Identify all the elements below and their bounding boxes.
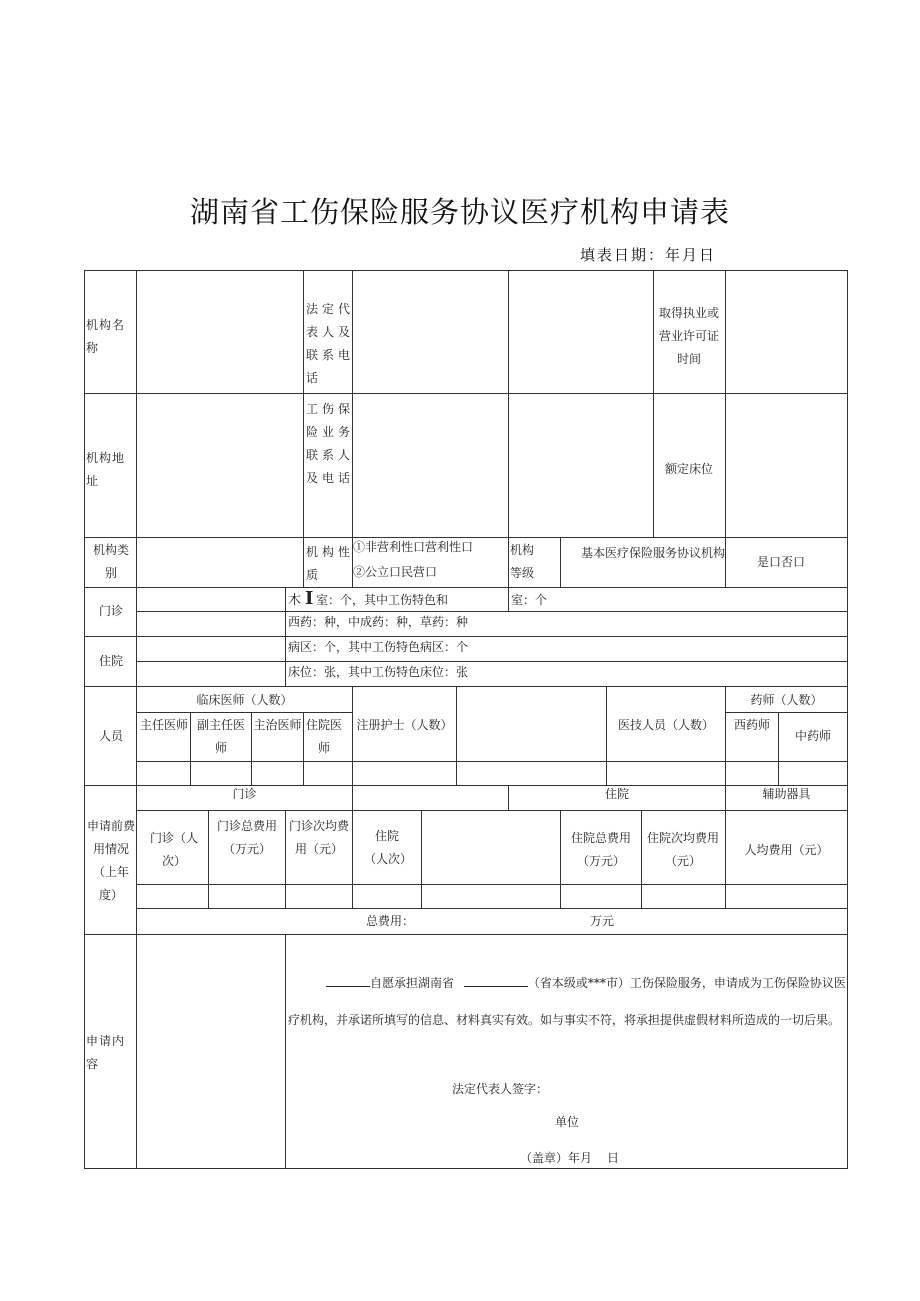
col-line [725,270,726,537]
label-legal-rep: 法定代表人及联系电话 [306,302,350,385]
row-line [136,810,848,811]
label-inpatient: 住院 [98,654,123,668]
label-op-visits: 门诊（人次） [149,831,198,868]
inpatient-ward-line: 病区：个，其中工伤特色病区：个 [288,640,469,654]
unit-label: 单位 [555,1115,580,1129]
apply-text-2: （省本级或***市）工伤保险服务，申请成为工伤保险协议医疗机构，并承诺所填写的信息、材料真实有效。如与事实不符，将承担提供虚假材料所造成的一切后果。 [288,976,846,1027]
col-line [303,270,304,537]
label-resident-physician: 住院医师 [305,718,342,755]
col-line [508,587,509,611]
label-contact: 工伤保险业务联系人及电话 [306,402,350,485]
label-cost-outpatient: 门诊 [232,787,257,801]
clinic-prefix: 木 [288,593,302,608]
col-line [653,270,654,537]
label-basic-insurance: 基本医疗保险服务协议机构 [580,546,725,560]
inpatient-bed-line: 床位：张，其中工伤特色床位：张 [288,665,469,679]
nature-option-ownership: ②公立口民营口 [353,565,438,579]
label-pharmacist: 药师（人数） [750,693,823,707]
seal-date: （盖章）年月 [520,1151,593,1165]
row-line [84,934,848,935]
legal-rep-signature: 法定代表人签字： [452,1082,549,1096]
apply-text-1: 自愿承担湖南省 [370,976,455,990]
label-chinese-pharmacist: 中药师 [794,729,831,743]
col-line [456,686,457,785]
col-line [352,270,353,537]
label-column-divider [136,270,137,1169]
label-nature: 机构性质 [306,545,350,582]
clinic-drug-line: 西药：种，中成药：种，草药：种 [288,615,469,629]
fill-date: 填表日期：年月日 [580,246,717,264]
col-line [208,810,209,908]
label-address: 机构地址 [86,451,126,488]
total-cost-unit: 万元 [590,914,615,928]
label-apply: 申请内容 [86,1034,126,1071]
label-clinic: 门诊 [98,604,123,618]
label-org-name: 机构名称 [86,318,126,355]
row-line [84,393,848,394]
label-per-capita: 人均费用（元） [744,843,829,857]
clinic-room-line-2: 室：个 [511,593,548,607]
label-beds: 额定床位 [664,462,713,476]
label-ip-visits: 住院（人次） [364,829,413,866]
row-line [136,712,352,713]
blank-applicant[interactable] [326,974,370,987]
nature-option-profit: ①非营利性口营利性口 [353,540,474,554]
label-cost: 申请前费用情况（上年度） [86,819,135,902]
table-border-left [84,270,85,1169]
col-line [560,537,561,587]
col-line [508,270,509,537]
col-line [190,712,191,785]
col-line [352,785,353,908]
table-border-bottom [84,1168,848,1169]
apply-statement [288,965,846,1039]
table-border-top [84,270,848,271]
col-line [285,934,286,1168]
col-line [508,537,509,587]
col-line [303,537,304,587]
label-ip-total: 住院总费用（万元） [570,831,631,868]
row-line [725,712,848,713]
label-medical-technician: 医技人员（人数） [617,718,714,732]
row-line [84,686,848,687]
label-cost-aids: 辅助器具 [762,787,811,801]
col-line [285,587,286,686]
row-line [84,587,848,588]
clinic-mark: I [305,588,314,609]
label-total-cost: 总费用： [366,914,415,928]
label-ip-avg: 住院次均费用（元） [646,831,719,868]
row-line [136,884,848,885]
col-line [778,712,779,785]
blank-city[interactable] [464,974,528,987]
label-level: 机构等级 [510,543,535,580]
col-line [560,810,561,908]
label-op-total: 门诊总费用（万元） [216,819,277,856]
col-line [285,810,286,908]
label-registered-nurse: 注册护士（人数） [356,718,453,732]
label-cost-inpatient: 住院 [604,787,629,801]
table-border-right [847,270,848,1169]
label-chief-physician: 主任医师 [139,718,188,732]
label-attending-physician: 主治医师 [253,718,302,732]
clinic-room-line: 室：个，其中工伤特色和 [316,593,449,607]
label-staff: 人员 [98,729,123,743]
label-clinical-doctors: 临床医师（人数） [196,693,293,707]
col-line [421,810,422,908]
row-line [136,761,848,762]
label-op-avg: 门诊次均费用（元） [288,819,349,856]
seal-day: 日 [607,1151,620,1165]
basic-insurance-yesno: 是口否口 [756,555,805,569]
label-category: 机构类别 [92,543,129,580]
col-line [641,810,642,908]
row-line [136,908,848,909]
label-western-pharmacist: 西药师 [733,718,770,732]
label-license-time: 取得执业或营业许可证时间 [658,306,719,366]
form-title: 湖南省工伤保险服务协议医疗机构申请表 [189,195,730,229]
label-deputy-chief-physician: 副主任医师 [196,718,245,755]
